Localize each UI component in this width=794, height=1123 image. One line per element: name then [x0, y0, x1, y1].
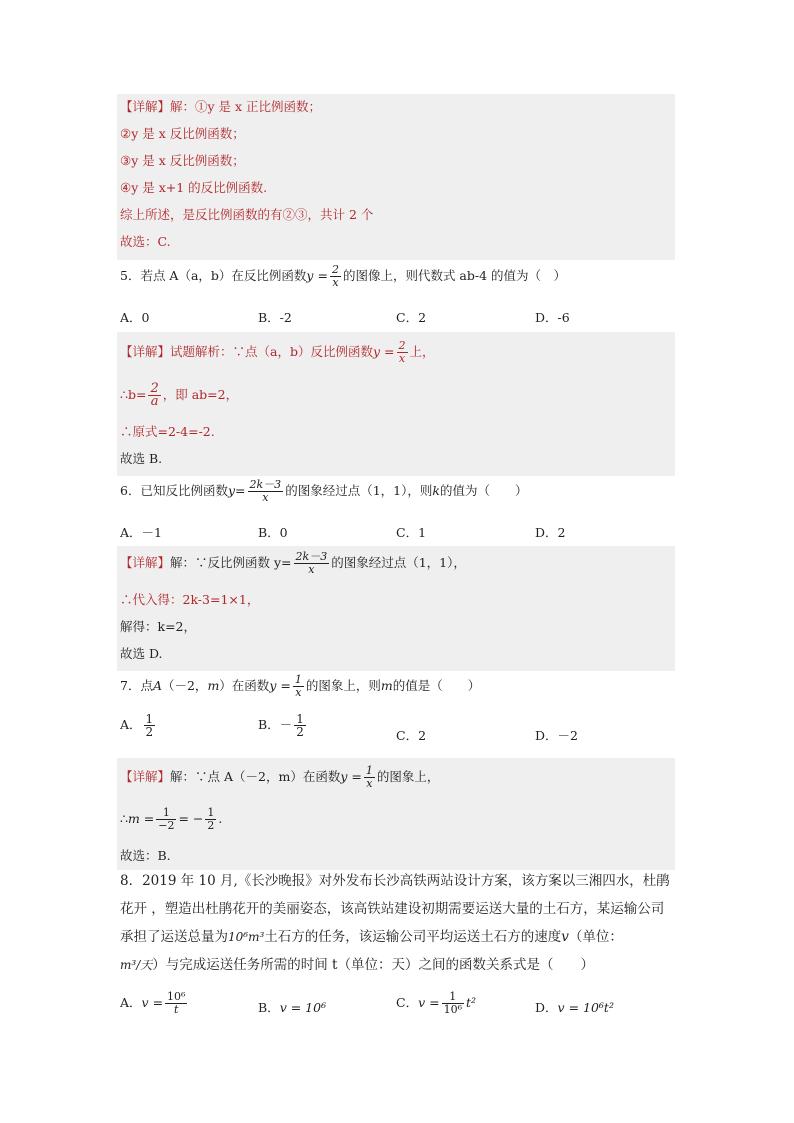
- q7-text-c: ）在函数: [219, 678, 270, 693]
- q6-text-a: 6．已知反比例函数: [120, 483, 228, 498]
- q7-opt-a-num: 1: [145, 712, 154, 726]
- b4-den: x: [366, 777, 373, 790]
- b2-l2a: ∴b=: [120, 387, 147, 402]
- q7-opt-a-den: 2: [145, 725, 154, 739]
- q5-y: y =: [306, 268, 328, 283]
- detail-tag: 【详解】: [120, 555, 171, 570]
- q7-den: x: [295, 686, 302, 699]
- b3-den: x: [308, 563, 315, 576]
- b2-den2: a: [150, 394, 159, 409]
- detail-tag: 【详解】: [120, 99, 171, 114]
- q7-option-d: D．－2: [535, 728, 578, 743]
- b3-num: 2k－3: [295, 550, 328, 563]
- q8-opt-c-num: 1: [442, 991, 464, 1004]
- q7-text-a: 7．点: [120, 678, 153, 693]
- b2-line1: [120, 340, 435, 365]
- q7-option-b: [258, 713, 308, 738]
- b4-fraction: [364, 765, 375, 790]
- q8-opt-b-label: B．: [258, 1000, 280, 1015]
- b4-end: .: [218, 811, 223, 826]
- q7-option-c: C．2: [396, 728, 427, 743]
- q8-v: v: [561, 929, 569, 945]
- q7-A: A: [152, 678, 162, 693]
- b2-line3: ∴原式=2-4=-2.: [120, 424, 215, 439]
- q6-num: 2k－3: [249, 478, 282, 491]
- q8-line4: [120, 957, 594, 973]
- b3-line4: 故选 D.: [120, 646, 163, 661]
- b4-den1: −2: [158, 819, 175, 832]
- q5-num: 2: [331, 263, 339, 276]
- q7-opt-b-label: B．－: [258, 717, 293, 732]
- q6-y: y=: [227, 483, 246, 498]
- q6-option-c: C．1: [396, 525, 427, 540]
- q7-num: 1: [294, 673, 302, 686]
- b4-num1: 1: [156, 807, 176, 820]
- b2-fraction2: [148, 383, 160, 408]
- q6-fraction: [248, 479, 284, 504]
- detail-tag: 【详解】: [120, 769, 171, 784]
- b3-line2: ∴代入得：2k-3=1×1，: [120, 592, 260, 607]
- q6-option-d: D．2: [535, 525, 566, 540]
- q8-opt-a-label: A．: [120, 995, 142, 1010]
- b2-num: 2: [398, 339, 406, 352]
- q6-text-b: 的图象经过点（1，1），则: [285, 483, 433, 498]
- q5-option-b: B．-2: [258, 310, 292, 325]
- q8-option-d: [535, 998, 614, 1016]
- q8-l3a: 承担了运送总量为: [120, 929, 228, 945]
- q8-volume: 10⁶m³: [228, 930, 265, 944]
- b1-line1: [120, 99, 321, 115]
- b2-l1a: 试题解析：∵点（a，b）反比例函数: [170, 344, 373, 359]
- b4-y: y =: [340, 769, 362, 784]
- q7-option-a: [120, 713, 157, 738]
- q8-option-c: [396, 991, 476, 1016]
- q8-l4b: ）与完成运送任务所需的时间 t（单位：天）之间的函数关系式是（ ）: [152, 957, 594, 973]
- q8-line1: 8．2019 年 10 月,《长沙晚报》对外发布长沙高铁两站设计方案，该方案以三湘四水，杜鹃: [120, 873, 670, 889]
- b2-l1b: 上，: [409, 344, 435, 359]
- q7-opt-b-fraction: [294, 713, 306, 738]
- q6-option-b: B．0: [258, 525, 288, 540]
- b4-m: m =: [127, 811, 155, 826]
- b2-l2b: ，即 ab=2，: [162, 387, 239, 402]
- q8-unit: m³/天: [120, 958, 153, 972]
- b4-line3: 故选：B.: [120, 848, 171, 863]
- b3-l1a: 解：∵反比例函数 y=: [170, 555, 292, 570]
- q6-option-a: A．－1: [120, 525, 162, 540]
- q8-l3c: （单位：: [568, 929, 623, 945]
- q7-opt-b-den: 2: [296, 725, 304, 739]
- q7-opt-a-label: A．: [120, 717, 142, 732]
- b3-l1b: 的图象经过点（1，1），: [331, 555, 466, 570]
- b1-line2: ②y 是 x 反比例函数；: [120, 126, 245, 141]
- q8-option-b: [258, 998, 326, 1016]
- b1-line6: 故选：C.: [120, 234, 171, 249]
- q7-fraction: [293, 674, 304, 699]
- q8-l3b: 土石方的任务，该运输公司平均运送土石方的速度: [264, 929, 562, 945]
- b4-fraction1: [156, 807, 176, 832]
- q7-y: y =: [269, 678, 291, 693]
- b2-num2: 2: [150, 381, 159, 396]
- q5-option-d: D．-6: [535, 310, 570, 325]
- question-5: [120, 264, 566, 289]
- q5-option-a: A．0: [120, 310, 150, 325]
- question-6: [120, 479, 527, 504]
- b1-line5: 综上所述，是反比例函数的有②③，共计 2 个: [120, 207, 374, 222]
- q5-text-a: 5．若点 A（a，b）在反比例函数: [120, 268, 307, 283]
- explanation-box-1: [117, 94, 675, 260]
- question-7: [120, 674, 480, 699]
- b2-fraction: [397, 340, 408, 365]
- q7-m2: m: [380, 678, 393, 693]
- b4-num: 1: [365, 764, 373, 777]
- b4-den2: 2: [207, 819, 215, 832]
- q7-m: m: [207, 678, 220, 693]
- b2-den: x: [398, 352, 406, 365]
- q6-den: x: [262, 491, 269, 504]
- q8-opt-c-t: t²: [466, 995, 477, 1010]
- q8-opt-a-v: v =: [141, 995, 164, 1010]
- b4-num2: 1: [207, 806, 215, 819]
- detail-tag: 【详解】: [120, 344, 171, 359]
- b2-line4: 故选 B.: [120, 451, 163, 466]
- q8-opt-c-den: 10⁶: [443, 1003, 463, 1016]
- b4-eq: = −: [178, 811, 204, 826]
- q8-opt-a-den: t: [174, 1003, 179, 1016]
- q6-text-c: 的值为（ ）: [439, 483, 528, 498]
- b2-line2: [120, 383, 238, 408]
- b1-text: 解：①y 是 x 正比例函数；: [170, 99, 322, 114]
- q8-opt-d-label: D．: [535, 1000, 558, 1015]
- q8-opt-a-fraction: [165, 991, 187, 1016]
- q5-option-c: C．2: [396, 310, 427, 325]
- q5-den: x: [332, 276, 339, 289]
- b2-y: y =: [372, 344, 395, 359]
- q8-opt-c-v: v =: [418, 995, 440, 1010]
- q7-text-e: 的值是（ ）: [392, 678, 481, 693]
- b1-line3: ③y 是 x 反比例函数；: [120, 153, 245, 168]
- b4-fraction2: [205, 807, 216, 832]
- q7-opt-a-fraction: [144, 713, 156, 738]
- q5-fraction: [330, 264, 341, 289]
- b4-line2: [120, 807, 222, 832]
- b3-line3: 解得：k=2，: [120, 619, 197, 634]
- q7-text-b: （－2，: [161, 678, 208, 693]
- b3-fraction: [294, 551, 330, 576]
- q8-line3: [120, 929, 623, 945]
- b4-line1: [120, 765, 439, 790]
- b1-line4: ④y 是 x+1 的反比例函数.: [120, 180, 268, 195]
- q6-k: k: [432, 483, 440, 498]
- b4-l1b: 的图象上，: [376, 769, 440, 784]
- b4-l2a: ∴: [120, 811, 128, 826]
- q7-text-d: 的图象上，则: [305, 678, 381, 693]
- q8-opt-c-label: C．: [396, 995, 419, 1010]
- b3-line1: [120, 551, 466, 576]
- q8-opt-a-num: 10⁶: [167, 990, 186, 1003]
- q8-opt-b-value: v = 10⁶: [279, 1000, 327, 1015]
- q8-line2: 花开 ，塑造出杜鹃花开的美丽姿态，该高铁站建设初期需要运送大量的土石方，某运输公司: [120, 901, 665, 917]
- q8-opt-d-value: v = 10⁶t²: [557, 1000, 614, 1015]
- q8-option-a: [120, 991, 189, 1016]
- b4-l1a: 解：∵点 A（－2，m）在函数: [170, 769, 341, 784]
- q8-opt-c-fraction: [442, 991, 464, 1016]
- q7-opt-b-num: 1: [296, 712, 304, 726]
- q5-text-b: 的图像上，则代数式 ab-4 的值为（ ）: [342, 268, 567, 283]
